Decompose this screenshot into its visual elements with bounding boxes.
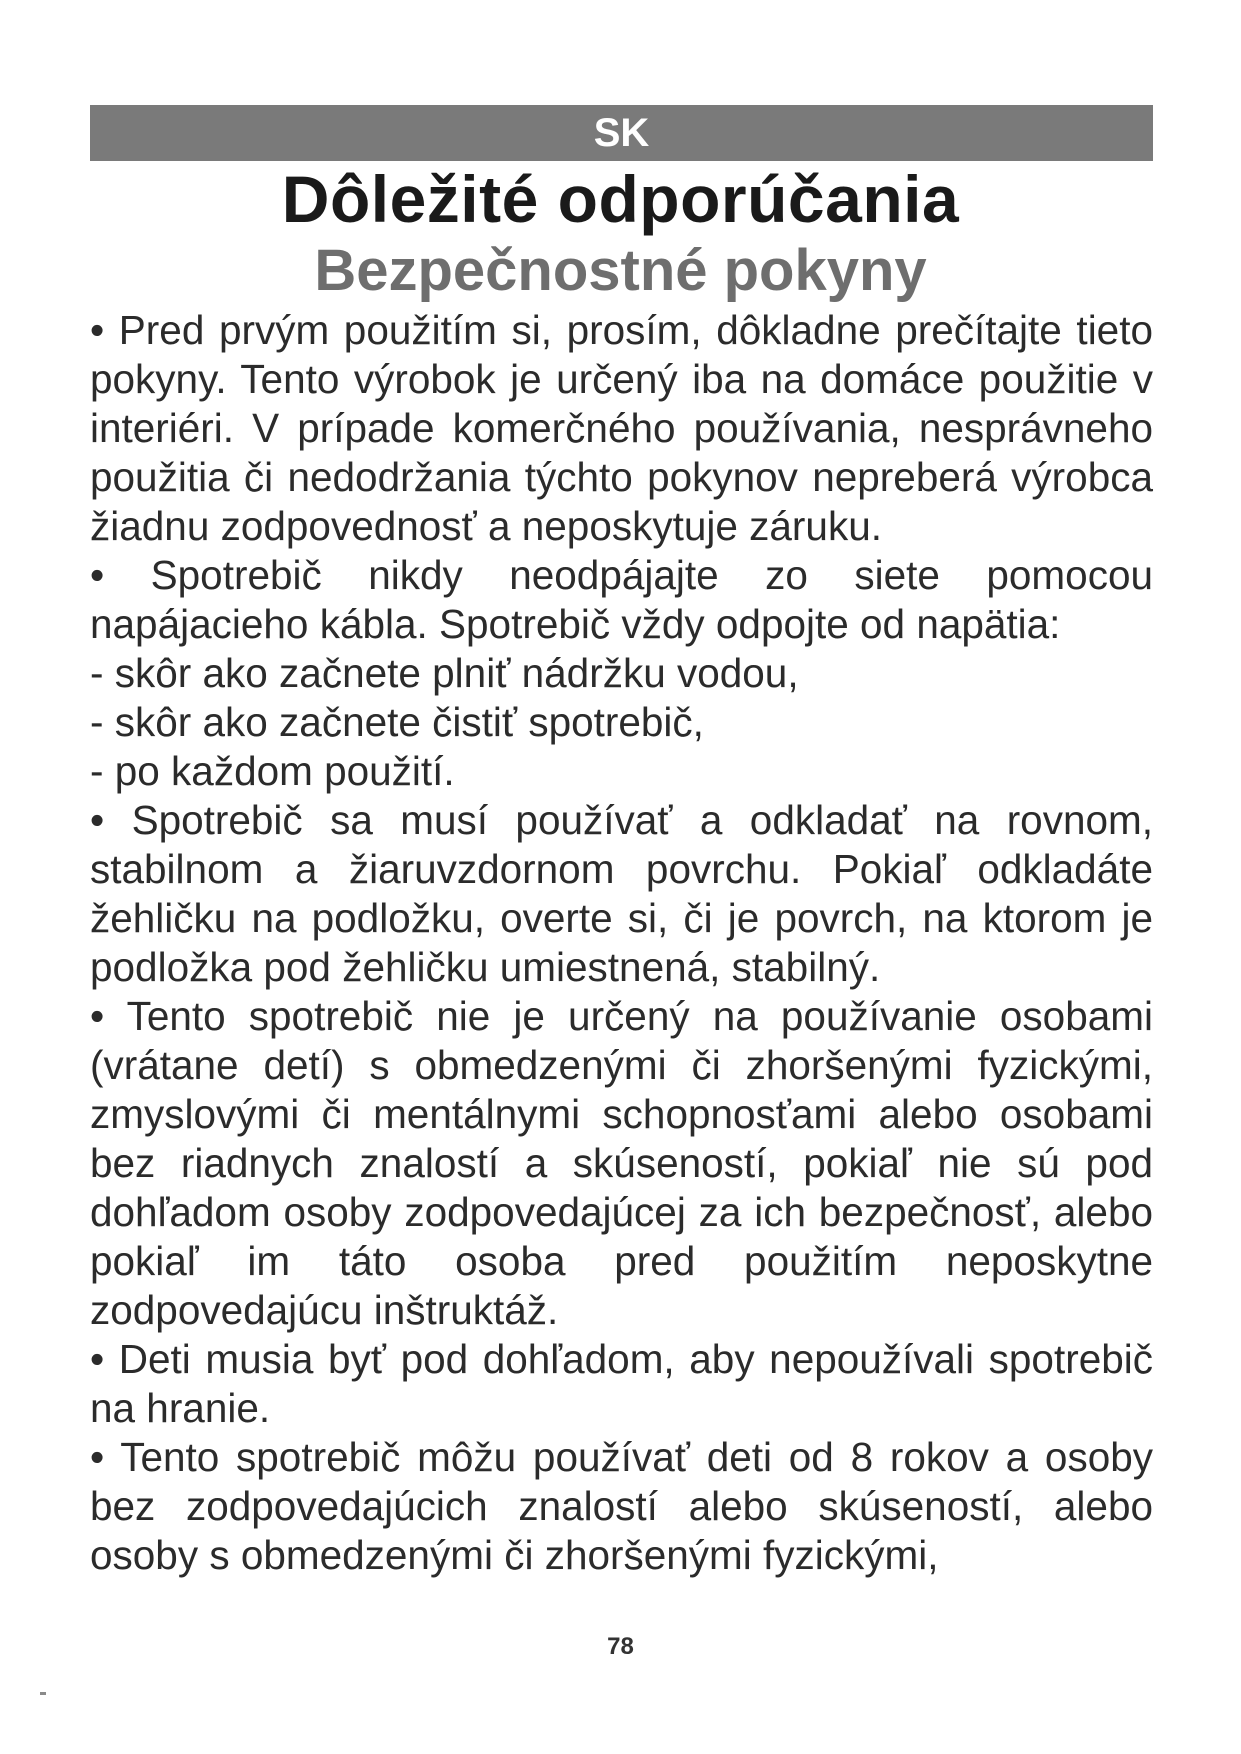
page-title: Dôležité odporúčania — [281, 162, 960, 236]
instruction-paragraph: • Deti musia byť pod dohľadom, aby nepoužívali spotrebič na hranie. — [90, 1336, 1153, 1431]
instruction-paragraph: • Spotrebič nikdy neodpájajte zo siete pomocou napájacieho kábla. Spotrebič vždy odpojte od napätia: — [90, 552, 1153, 647]
language-header-bar: SK — [90, 105, 1153, 161]
instruction-sub-item: - skôr ako začnete čistiť spotrebič, — [90, 699, 704, 745]
instruction-paragraph: • Tento spotrebič nie je určený na používanie osobami (vrátane detí) s obmedzenými či zhoršenými fyzickými, zmyslovými či mentálnymi schopnosťami alebo osobami bez riadnych znalostí a skúseností, pokiaľ nie sú pod dohľadom osoby zodpovedajúcej za ich bezpečnosť, alebo pokiaľ im táto osoba pred použitím neposkytne zodpovedajúcu inštruktáž. — [90, 993, 1153, 1333]
page-subtitle: Bezpečnostné pokyny — [314, 238, 927, 303]
scan-mark — [40, 1692, 46, 1695]
instruction-paragraph: • Spotrebič sa musí používať a odkladať na rovnom, stabilnom a žiaruvzdornom povrchu. Pokiaľ odkladáte žehličku na podložku, overte si, či je povrch, na ktorom je podložka pod žehličku umiestnená, stabilný. — [90, 797, 1153, 990]
safety-instructions — [90, 306, 1153, 1580]
instruction-sub-item: - skôr ako začnete plniť nádržku vodou, — [90, 650, 799, 696]
instruction-paragraph: • Pred prvým použitím si, prosím, dôkladne prečítajte tieto pokyny. Tento výrobok je určený iba na domáce použitie v interiéri. V prípade komerčného používania, nesprávneho použitia či nedodržania týchto pokynov nepreberá výrobca žiadnu zodpovednosť a neposkytuje záruku. — [90, 307, 1153, 549]
instruction-sub-item: - po každom použití. — [90, 748, 455, 794]
page-number: 78 — [607, 1633, 634, 1660]
instruction-paragraph: • Tento spotrebič môžu používať deti od 8 rokov a osoby bez zodpovedajúcich znalostí alebo skúseností, alebo osoby s obmedzenými či zhoršenými fyzickými, — [90, 1434, 1153, 1578]
